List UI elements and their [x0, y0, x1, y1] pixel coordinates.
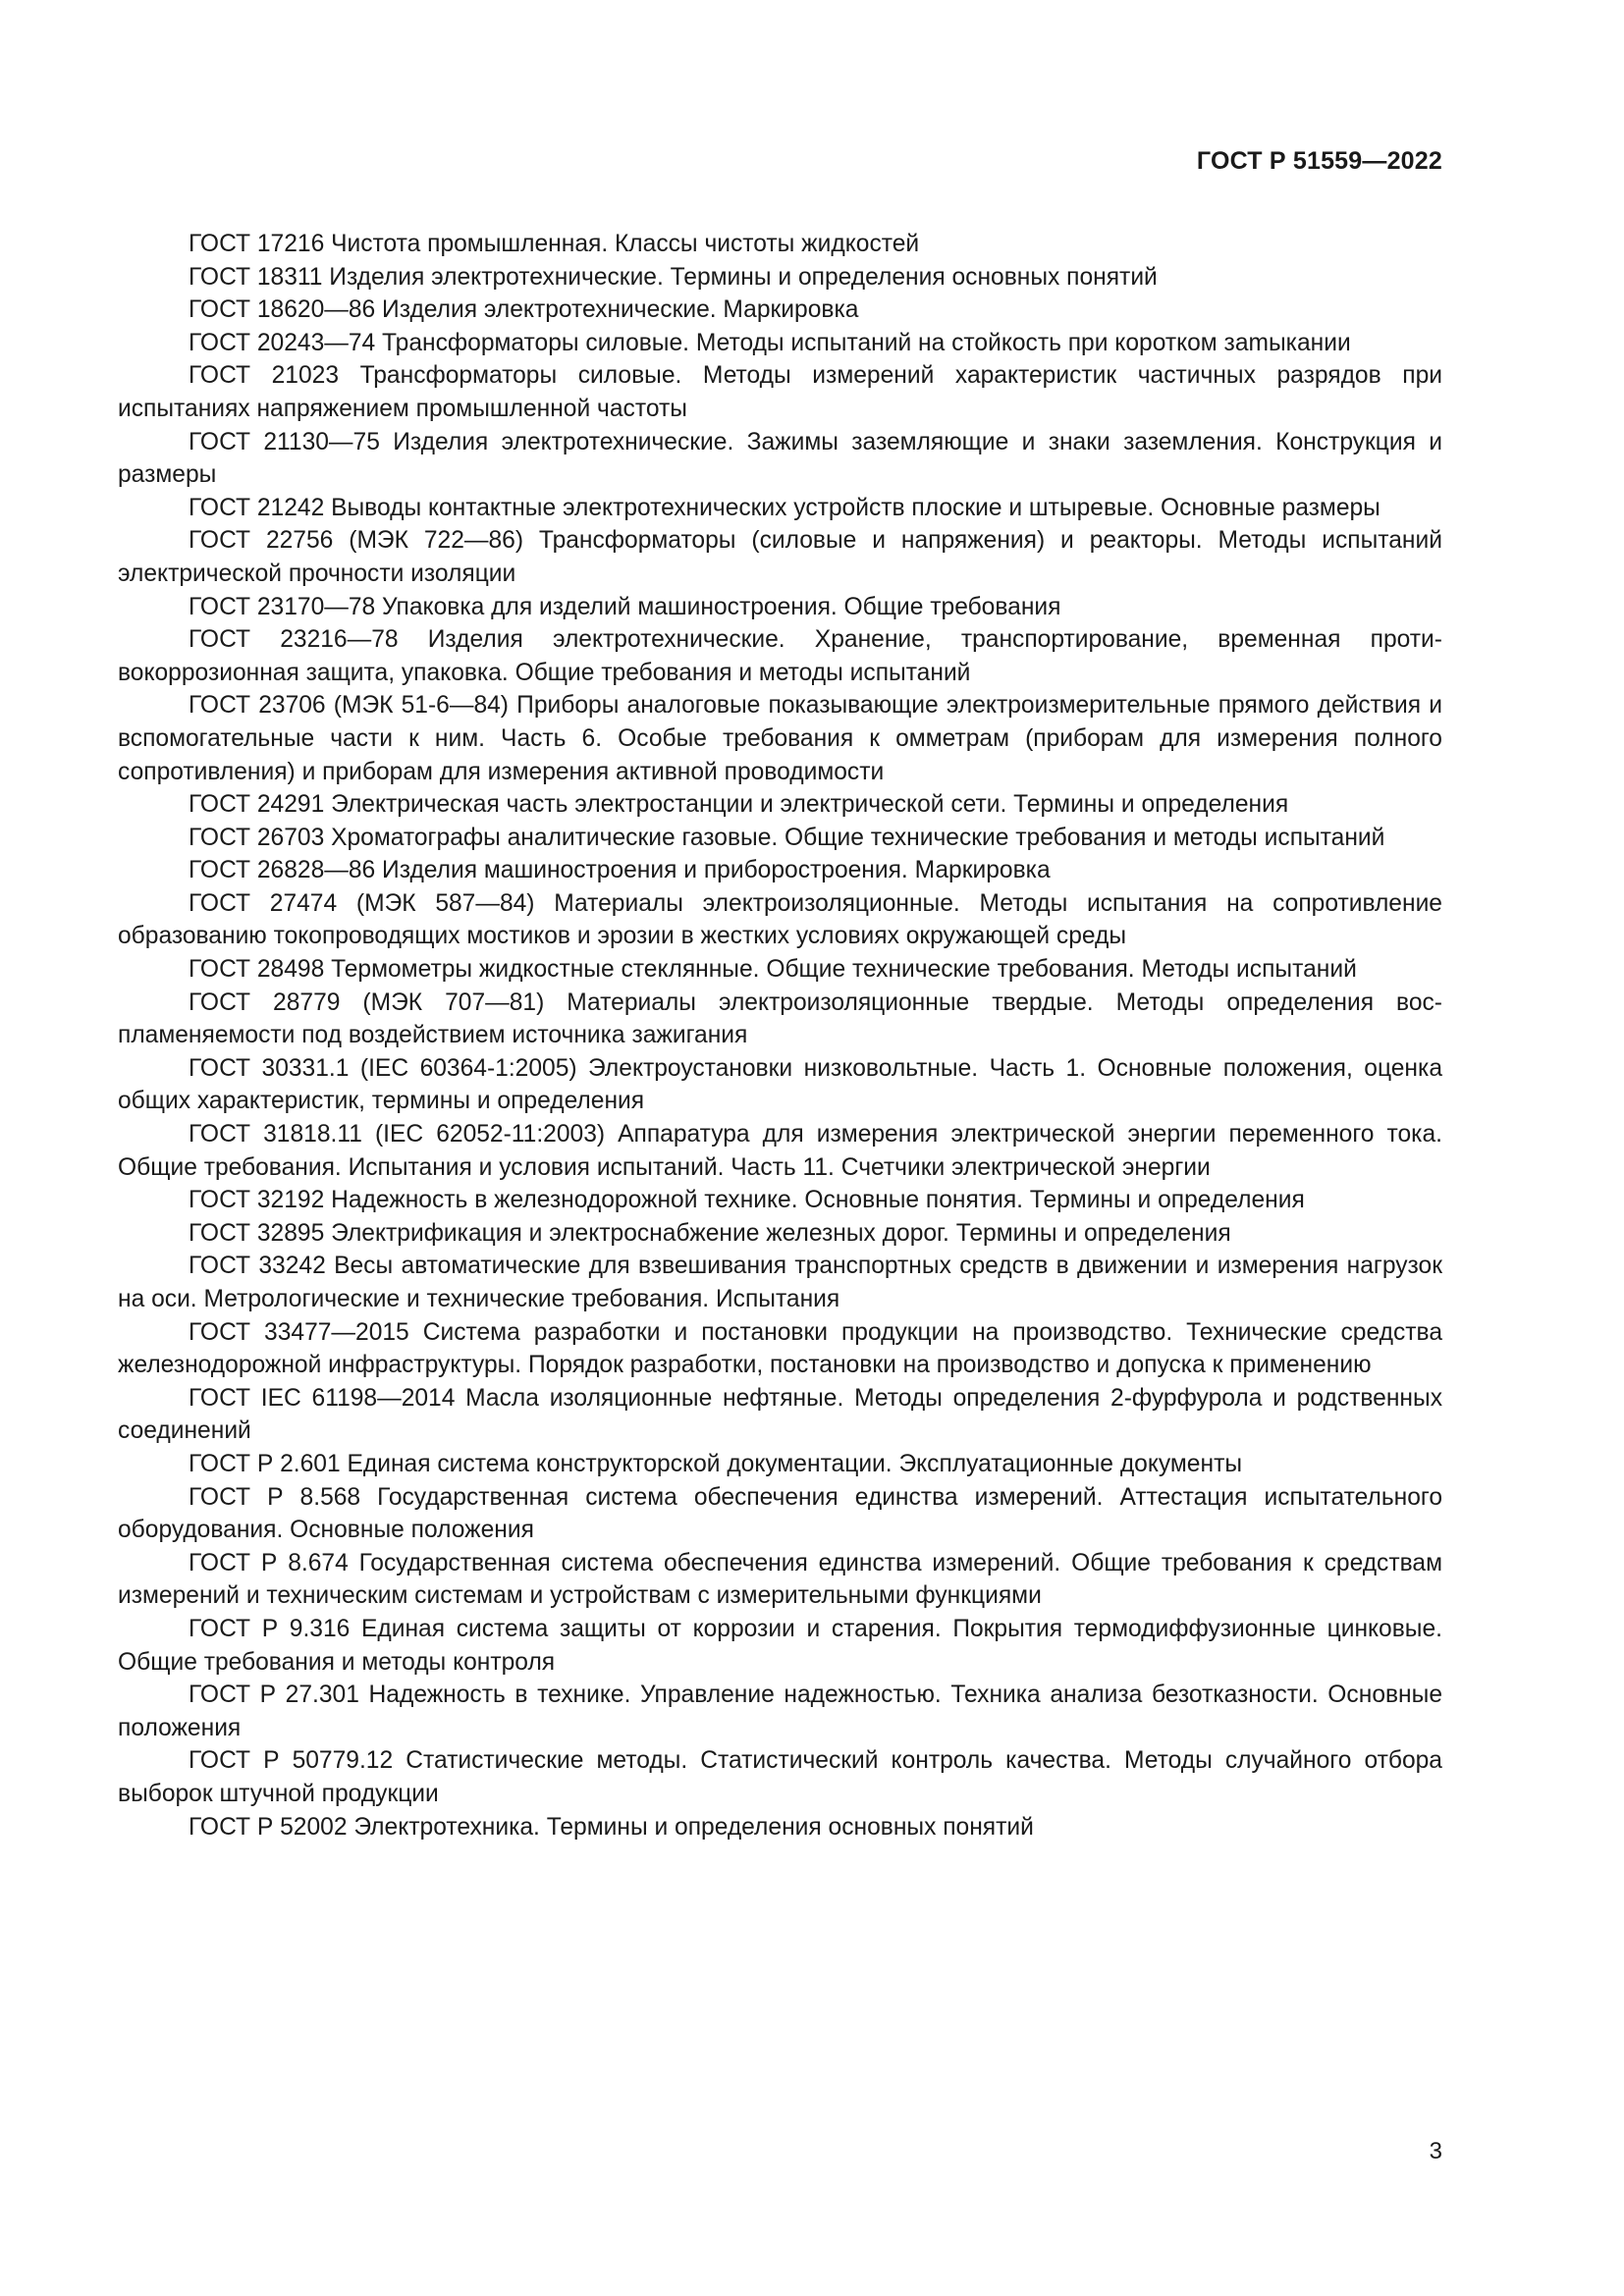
reference-entry: ГОСТ Р 2.601 Единая система конструкторской документации. Эксплуатационные документы — [189, 1450, 1243, 1477]
reference-entry: ГОСТ 21023 Трансформаторы силовые. Методы измерений характеристик частичных разрядов при испытаниях напряжением промышленной частоты — [118, 362, 1442, 422]
reference-entry: ГОСТ 24291 Электрическая часть электростанции и электрической сети. Термины и определения — [189, 791, 1289, 819]
reference-entry: ГОСТ Р 27.301 Надежность в технике. Управление надежностью. Техника анализа безотказности. Основные положения — [118, 1682, 1442, 1741]
reference-entry: ГОСТ 21242 Выводы контактные электротехнических устройств плоские и штыревые. Основные размеры — [189, 494, 1380, 521]
document-header-title: ГОСТ Р 51559—2022 — [1196, 147, 1442, 175]
reference-entry: ГОСТ 18311 Изделия электротехнические. Термины и определения основных понятий — [189, 263, 1158, 291]
reference-entry: ГОСТ Р 8.674 Государственная система обеспечения единства измерений. Общие требования к средствам измерений и техническим системам и устройствам с измерительными функциями — [118, 1549, 1442, 1610]
reference-entry: ГОСТ 23170—78 Упаковка для изделий машиностроения. Общие требования — [189, 593, 1061, 620]
reference-entry: ГОСТ 32192 Надежность в железнодорожной технике. Основные понятия. Термины и определения — [189, 1187, 1305, 1214]
reference-entry: ГОСТ 27474 (МЭК 587—84) Материалы электроизоляционные. Методы испытания на сопротивление образованию токопроводящих мостиков и эрозии в жестких условиях окружающей среды — [118, 889, 1442, 950]
reference-entry: ГОСТ Р 50779.12 Статистические методы. Статистический контроль качества. Методы случайного отбора выборок штучной продукции — [118, 1747, 1442, 1807]
reference-entry: ГОСТ 20243—74 Трансформаторы силовые. Методы испытаний на стойкость при коротком заmыкании — [189, 329, 1351, 356]
reference-entry: ГОСТ 23706 (МЭК 51-6—84) Приборы аналоговые показывающие электроизмерительные прямого действия и вспомогательные части к ним. Часть 6. Особые требования к омметрам (приборам для измерения полного сопротивления) и приборам для измерения активной проводимости — [118, 692, 1442, 785]
reference-entry: ГОСТ Р 52002 Электротехника. Термины и определения основных понятий — [189, 1813, 1034, 1841]
reference-entry: ГОСТ 31818.11 (IEC 62052-11:2003) Аппаратура для измерения электрической энергии переменного тока. Общие требования. Испытания и условия испытаний. Часть 11. Счетчики электрической энергии — [118, 1121, 1442, 1181]
reference-entry: ГОСТ 22756 (МЭК 722—86) Трансформаторы (силовые и напряжения) и реакторы. Методы испытаний электрической прочности изоляции — [118, 527, 1442, 587]
reference-entry: ГОСТ 23216—78 Изделия электротехнические. Хранение, транспортирование, временная противокоррозионная защита, упаковка. Общие требования и методы испытаний — [118, 626, 1442, 686]
page-number: 3 — [1429, 2138, 1442, 2164]
reference-entry: ГОСТ 26703 Хроматографы аналитические газовые. Общие технические требования и методы испытаний — [189, 824, 1385, 851]
reference-entry: ГОСТ 26828—86 Изделия машиностроения и приборостроения. Маркировка — [189, 857, 1051, 884]
reference-entry: ГОСТ 33242 Весы автоматические для взвешивания транспортных средств в движении и измерения нагрузок на оси. Метрологические и технические требования. Испытания — [118, 1253, 1442, 1312]
reference-entry: ГОСТ 17216 Чистота промышленная. Классы чистоты жидкостей — [189, 231, 920, 257]
reference-entry: ГОСТ Р 8.568 Государственная система обеспечения единства измерений. Аттестация испытательного оборудования. Основные положения — [118, 1483, 1442, 1544]
reference-entry: ГОСТ Р 9.316 Единая система защиты от коррозии и старения. Покрытия термодиффузионные цинковые. Общие требования и методы контроля — [118, 1615, 1442, 1676]
reference-entry: ГОСТ 32895 Электрификация и электроснабжение железных дорог. Термины и определения — [189, 1219, 1231, 1247]
reference-entry: ГОСТ 18620—86 Изделия электротехнические. Маркировка — [189, 296, 859, 324]
reference-entry: ГОСТ 33477—2015 Система разработки и постановки продукции на производство. Технические средства железнодорожной инфраструктуры. Порядок разработки, постановки на производство и допуска к применению — [118, 1318, 1442, 1379]
reference-entry: ГОСТ 28498 Термометры жидкостные стеклянные. Общие технические требования. Методы испытаний — [189, 956, 1357, 984]
reference-entry: ГОСТ 28779 (МЭК 707—81) Материалы электроизоляционные твердые. Методы определения воспламеняемости под воздействием источника зажигания — [118, 988, 1442, 1049]
normative-references-list — [118, 228, 1442, 1843]
reference-entry: ГОСТ IEC 61198—2014 Масла изоляционные нефтяные. Методы определения 2-фурфурола и родственных соединений — [118, 1384, 1442, 1445]
reference-entry: ГОСТ 30331.1 (IEC 60364-1:2005) Электроустановки низковольтные. Часть 1. Основные положения, оценка общих характеристик, термины и определения — [118, 1054, 1442, 1115]
reference-entry: ГОСТ 21130—75 Изделия электротехнические. Зажимы заземляющие и знаки заземления. Конструкция и размеры — [118, 428, 1442, 489]
